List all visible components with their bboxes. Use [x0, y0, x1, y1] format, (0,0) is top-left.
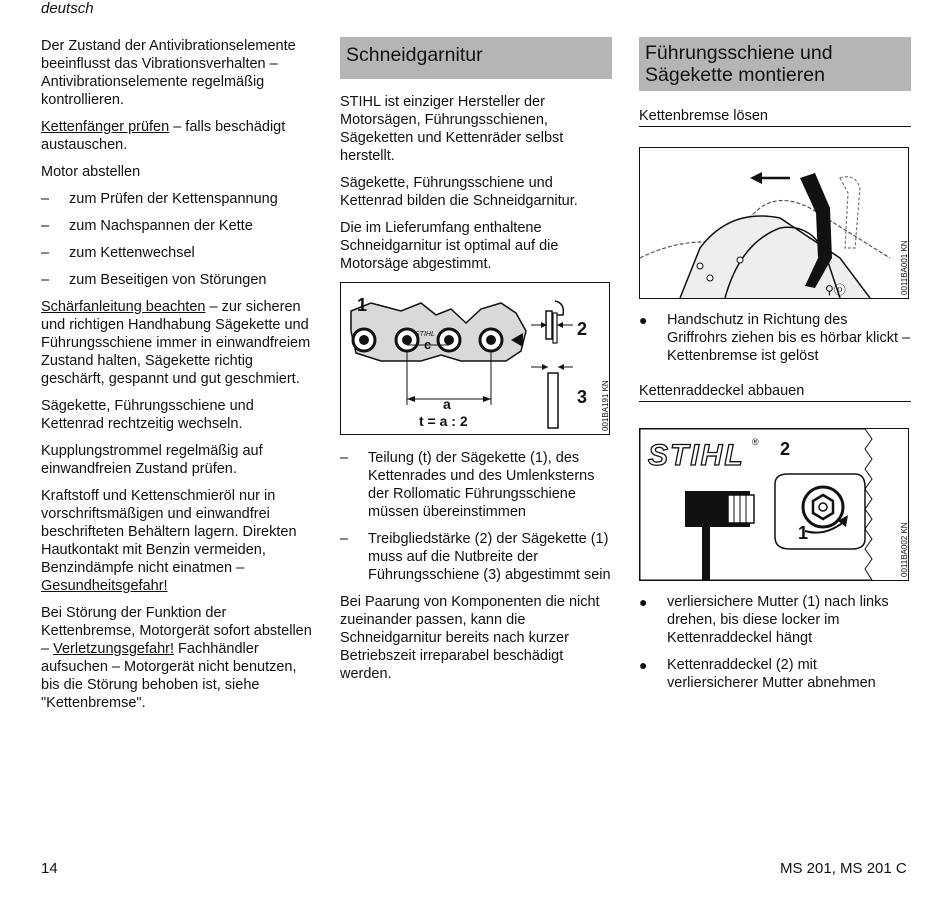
- sprocket-cover-figure: [639, 428, 909, 581]
- dash-marker: –: [41, 218, 50, 234]
- chain-catcher-heading: Kettenfänger prüfen: [41, 119, 170, 135]
- list-item-text: zum Prüfen der Kettenspannung: [69, 191, 278, 207]
- chain-illustration: [341, 283, 609, 434]
- list-item-text: Handschutz in Richtung des Griffrohrs ziehen bis es hörbar klickt – Kettenbremse ist gelöst: [667, 312, 911, 364]
- dash-marker: –: [340, 531, 349, 547]
- paragraph-mismatch: Bei Paarung von Komponenten die nicht zueinander passen, kann die Schneidgarnitur bereits nach kurzer Betriebszeit irreparabel beschädigt werden.: [340, 594, 600, 682]
- sharpening-text: – zur sicheren und richtigen Handhabung Sägekette und Führungsschiene immer in einwandfreiem Zustand halten, Sägekette richtig geschärft, gespannt und gut geschmiert.: [41, 299, 311, 387]
- paragraph-stop-engine: Motor abstellen: [41, 164, 141, 180]
- figure-code: 0011BA002 KN: [900, 522, 909, 577]
- chain-catcher-text: – falls beschädigt austauschen.: [41, 119, 286, 153]
- fig-label-a: a: [443, 396, 451, 412]
- paragraph-cutting-set: Sägekette, Führungsschiene und Kettenrad bilden die Schneidgarnitur.: [340, 175, 578, 209]
- brake-release-figure: [639, 147, 909, 299]
- list-item-text: zum Nachspannen der Kette: [69, 218, 253, 234]
- column-1: [41, 37, 313, 721]
- figure-code: 001BA191 KN: [601, 380, 610, 431]
- list-item: [41, 271, 313, 289]
- list-item-text: Kettenraddeckel (2) mit verliersicherer Mutter abnehmen: [667, 657, 876, 691]
- paragraph-stihl-manufacturer: STIHL ist einziger Hersteller der Motorsägen, Führungsschienen, Sägeketten und Kettenräder selbst herstellt.: [340, 94, 564, 164]
- brake-illustration: [640, 148, 908, 298]
- dash-marker: –: [41, 272, 50, 288]
- fig-label-2: 2: [780, 439, 791, 459]
- brand-logo: STIHL: [648, 439, 745, 472]
- fig-label-3: 3: [577, 387, 588, 407]
- fig-label-brand: STIHL: [415, 331, 435, 338]
- paragraph-chain-catcher: [41, 118, 313, 154]
- paragraph-replace: Sägekette, Führungsschiene und Kettenrad rechtzeitig wechseln.: [41, 398, 254, 432]
- figure-code: 0011BA001 KN: [900, 240, 909, 295]
- list-item: [639, 593, 911, 647]
- sprocket-cover-illustration: [640, 429, 908, 580]
- page-number: 14: [41, 860, 58, 877]
- list-item: [41, 244, 313, 262]
- list-item: [639, 656, 911, 692]
- section-heading-mount-bar-chain: Führungsschiene und Sägekette montieren: [639, 37, 911, 91]
- fig-label-1: 1: [798, 523, 809, 543]
- paragraph-clutch: Kupplungstrommel regelmäßig auf einwandfreien Zustand prüfen.: [41, 443, 263, 477]
- list-item: [41, 217, 313, 235]
- dash-marker: –: [41, 245, 50, 261]
- list-item-text: Treibgliedstärke (2) der Sägekette (1) muss auf die Nutbreite der Führungsschiene (3) abgestimmt sein: [368, 531, 611, 583]
- list-item: [41, 190, 313, 208]
- column-3: [639, 37, 911, 701]
- list-item-text: zum Kettenwechsel: [69, 245, 195, 261]
- fig-formula: t = a : 2: [419, 413, 468, 429]
- subheading-release-brake: Kettenbremse lösen: [639, 107, 911, 127]
- bullet-marker: ●: [639, 594, 648, 610]
- language-label: deutsch: [41, 0, 94, 17]
- brake-symbol-icon: ⚲ⓞ: [825, 283, 846, 297]
- paragraph-optimal: Die im Lieferumfang enthaltene Schneidgarnitur ist optimal auf die Motorsäge abgestimmt.: [340, 220, 559, 272]
- sharpening-heading: Schärfanleitung beachten: [41, 299, 206, 315]
- subheading-remove-sprocket-cover: Kettenraddeckel abbauen: [639, 382, 911, 402]
- model-name: MS 201, MS 201 C: [780, 860, 907, 877]
- injury-hazard-warning: Verletzungsgefahr!: [53, 641, 175, 657]
- brake-fault-rest: Fachhändler aufsuchen – Motorgerät nicht benutzen, bis die Störung behoben ist, siehe "Kettenbremse".: [41, 641, 297, 711]
- list-item-text: zum Beseitigen von Störungen: [69, 272, 267, 288]
- fig-label-1: 1: [357, 295, 368, 315]
- paragraph-sharpening: [41, 298, 313, 388]
- list-item-text: verliersichere Mutter (1) nach links drehen, bis diese locker im Kettenraddeckel hängt: [667, 594, 889, 646]
- column-2: [340, 37, 612, 692]
- fuel-text: Kraftstoff und Kettenschmieröl nur in vorschriftsmäßigen und einwandfrei beschrifteten Behältern lagern. Direkten Hautkontakt mit Benzin vermeiden, Benzindämpfe nicht einatmen –: [41, 488, 297, 576]
- section-heading-cutting-attachment: Schneidgarnitur: [340, 37, 612, 79]
- chain-pitch-figure: [340, 282, 610, 435]
- paragraph-fuel: [41, 487, 313, 595]
- fig-label-2: 2: [577, 319, 588, 339]
- dash-marker: –: [41, 191, 50, 207]
- health-hazard-warning: Gesundheitsgefahr!: [41, 578, 168, 594]
- paragraph-antivibration: Der Zustand der Antivibrationselemente beeinflusst das Vibrationsverhalten – Antivibrationselemente regelmäßig kontrollieren.: [41, 38, 296, 108]
- fig-label-c: c: [424, 337, 432, 352]
- dash-marker: –: [340, 450, 349, 466]
- brand-registered-mark: ®: [752, 437, 759, 447]
- list-item-text: Teilung (t) der Sägekette (1), des Kettenrades und des Umlenksterns der Rollomatic Führungsschiene müssen übereinstimmen: [368, 450, 595, 520]
- bullet-marker: ●: [639, 312, 648, 328]
- brake-fault-text: Bei Störung der Funktion der Kettenbremse, Motorgerät sofort abstellen –: [41, 605, 312, 657]
- list-item: [340, 530, 612, 584]
- list-item: [340, 449, 612, 521]
- bullet-marker: ●: [639, 657, 648, 673]
- paragraph-brake-fault: [41, 604, 313, 712]
- list-item: [639, 311, 911, 365]
